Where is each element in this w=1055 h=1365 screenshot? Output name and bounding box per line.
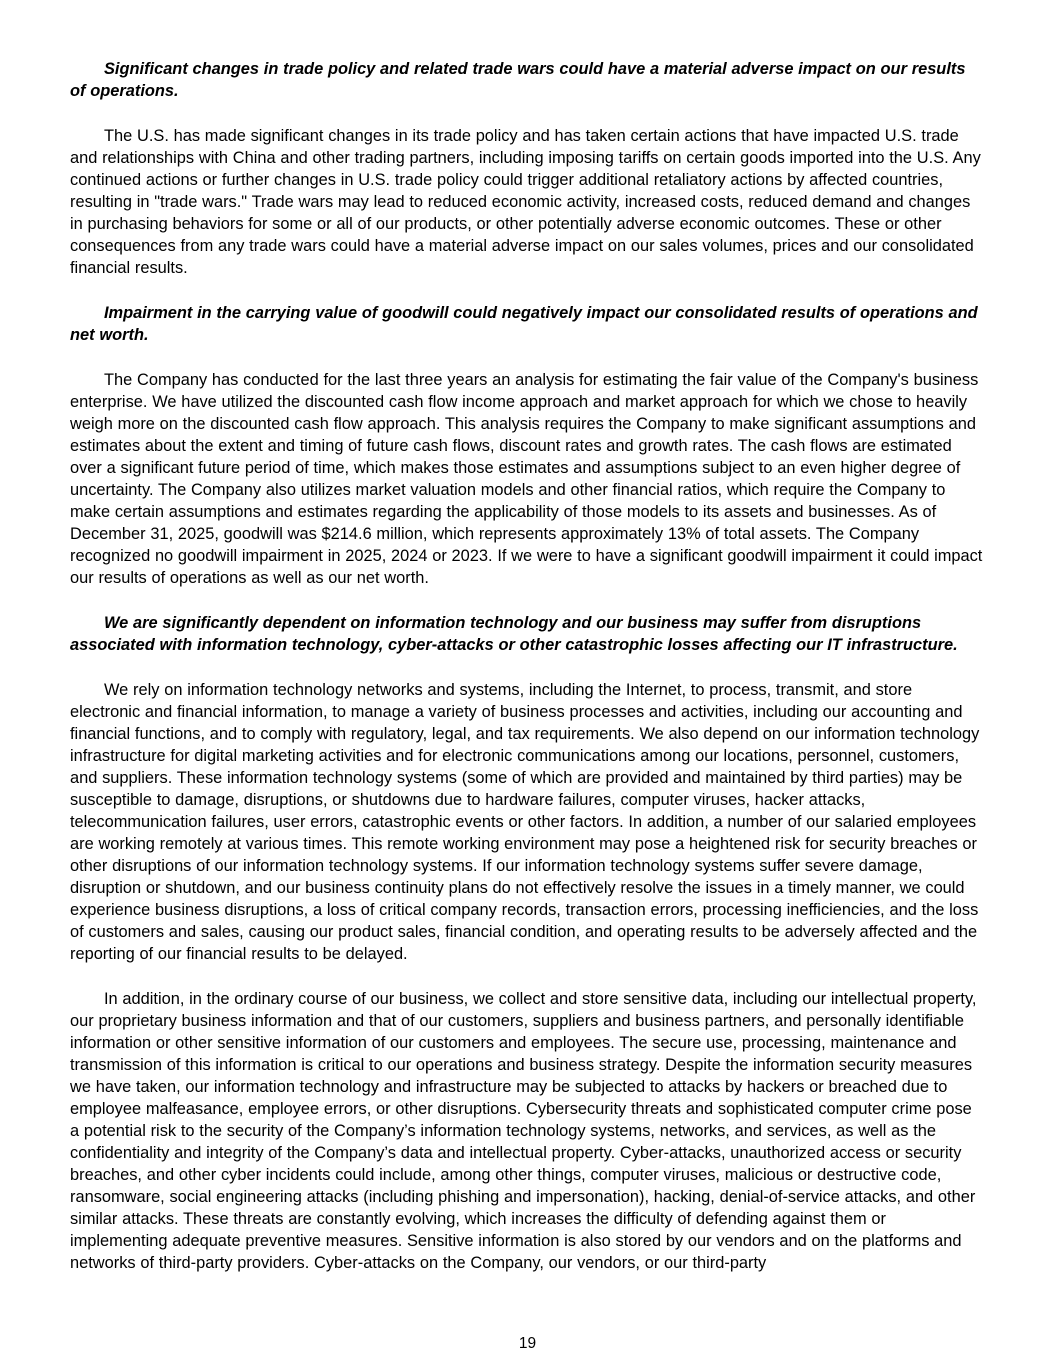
paragraph-sensitive-data: In addition, in the ordinary course of our business, we collect and store sensitive data, including our intellectual property, our proprietary business information and that of our customers, suppliers and business partners, and personally identifiable information or other sensitive information of our customers and employees. The secure use, processing, maintenance and transmission of this information is critical to our operations and business strategy. Despite the information security measures we have taken, our information technology and infrastructure may be subjected to attacks by hackers or breached due to employee malfeasance, employee errors, or other disruptions. Cybersecurity threats and sophisticated computer crime pose a potential risk to the security of the Company’s information technology systems, networks, and services, as well as the confidentiality and integrity of the Company’s data and intellectual property. Cyber-attacks, unauthorized access or security breaches, and other cyber incidents could include, among other things, computer viruses, malicious or destructive code, ransomware, social engineering attacks (including phishing and impersonation), hacking, denial-of-service attacks, and other similar attacks. These threats are constantly evolving, which increases the difficulty of defending against them or implementing adequate preventive measures. Sensitive information is also stored by our vendors and on the platforms and networks of third-party providers. Cyber-attacks on the Company, our vendors, or our third-party bbox=[70, 990, 977, 1272]
paragraph-trade-policy: The U.S. has made significant changes in its trade policy and has taken certain actions that have impacted U.S. trade and relationships with China and other trading partners, including imposing tariffs on certain goods imported into the U.S. Any continued actions or further changes in U.S. trade policy could trigger additional retaliatory actions by affected countries, resulting in "trade wars." Trade wars may lead to reduced economic activity, increased costs, reduced demand and changes in purchasing behaviors for some or all of our products, or other potentially adverse economic outcomes. These or other consequences from any trade wars could have a material adverse impact on our sales volumes, prices and our consolidated financial results. bbox=[70, 127, 981, 277]
risk-heading-goodwill-impairment: Impairment in the carrying value of goodwill could negatively impact our consolidated results of operations and net worth. bbox=[70, 304, 978, 344]
risk-heading-information-technology: We are significantly dependent on information technology and our business may suffer from disruptions associated with information technology, cyber-attacks or other catastrophic losses affecting our IT infrastructure. bbox=[70, 614, 958, 654]
paragraph-goodwill-impairment: The Company has conducted for the last three years an analysis for estimating the fair value of the Company's business enterprise. We have utilized the discounted cash flow income approach and market approach for which we chose to heavily weigh more on the discounted cash flow approach. This analysis requires the Company to make significant assumptions and estimates about the extent and timing of future cash flows, discount rates and growth rates. The cash flows are estimated over a significant future period of time, which makes those estimates and assumptions subject to an even higher degree of uncertainty. The Company also utilizes market valuation models and other financial ratios, which require the Company to make certain assumptions and estimates regarding the applicability of those models to its assets and businesses. As of December 31, 2025, goodwill was $214.6 million, which represents approximately 13% of total assets. The Company recognized no goodwill impairment in 2025, 2024 or 2023. If we were to have a significant goodwill impairment it could impact our results of operations as well as our net worth. bbox=[70, 371, 983, 587]
page-number: 19 bbox=[518, 1335, 537, 1352]
risk-heading-trade-policy: Significant changes in trade policy and related trade wars could have a material adverse impact on our results of operations. bbox=[70, 60, 966, 100]
paragraph-it-disruptions: We rely on information technology networks and systems, including the Internet, to process, transmit, and store electronic and financial information, to manage a variety of business processes and activities, including our accounting and financial functions, and to comply with regulatory, legal, and tax requirements. We also depend on our information technology infrastructure for digital marketing activities and for electronic communications among our locations, personnel, customers, and suppliers. These information technology systems (some of which are provided and maintained by third parties) may be susceptible to damage, disruptions, or shutdowns due to hardware failures, computer viruses, hacker attacks, telecommunication failures, user errors, catastrophic events or other factors. In addition, a number of our salaried employees are working remotely at various times. This remote working environment may pose a heightened risk for security breaches or other disruptions of our information technology systems. If our information technology systems suffer severe damage, disruption or shutdown, and our business continuity plans do not effectively resolve the issues in a timely manner, we could experience business disruptions, a loss of critical company records, transaction errors, processing inefficiencies, and the loss of customers and sales, causing our product sales, financial condition, and operating results to be adversely affected and the reporting of our financial results to be delayed. bbox=[70, 681, 980, 963]
